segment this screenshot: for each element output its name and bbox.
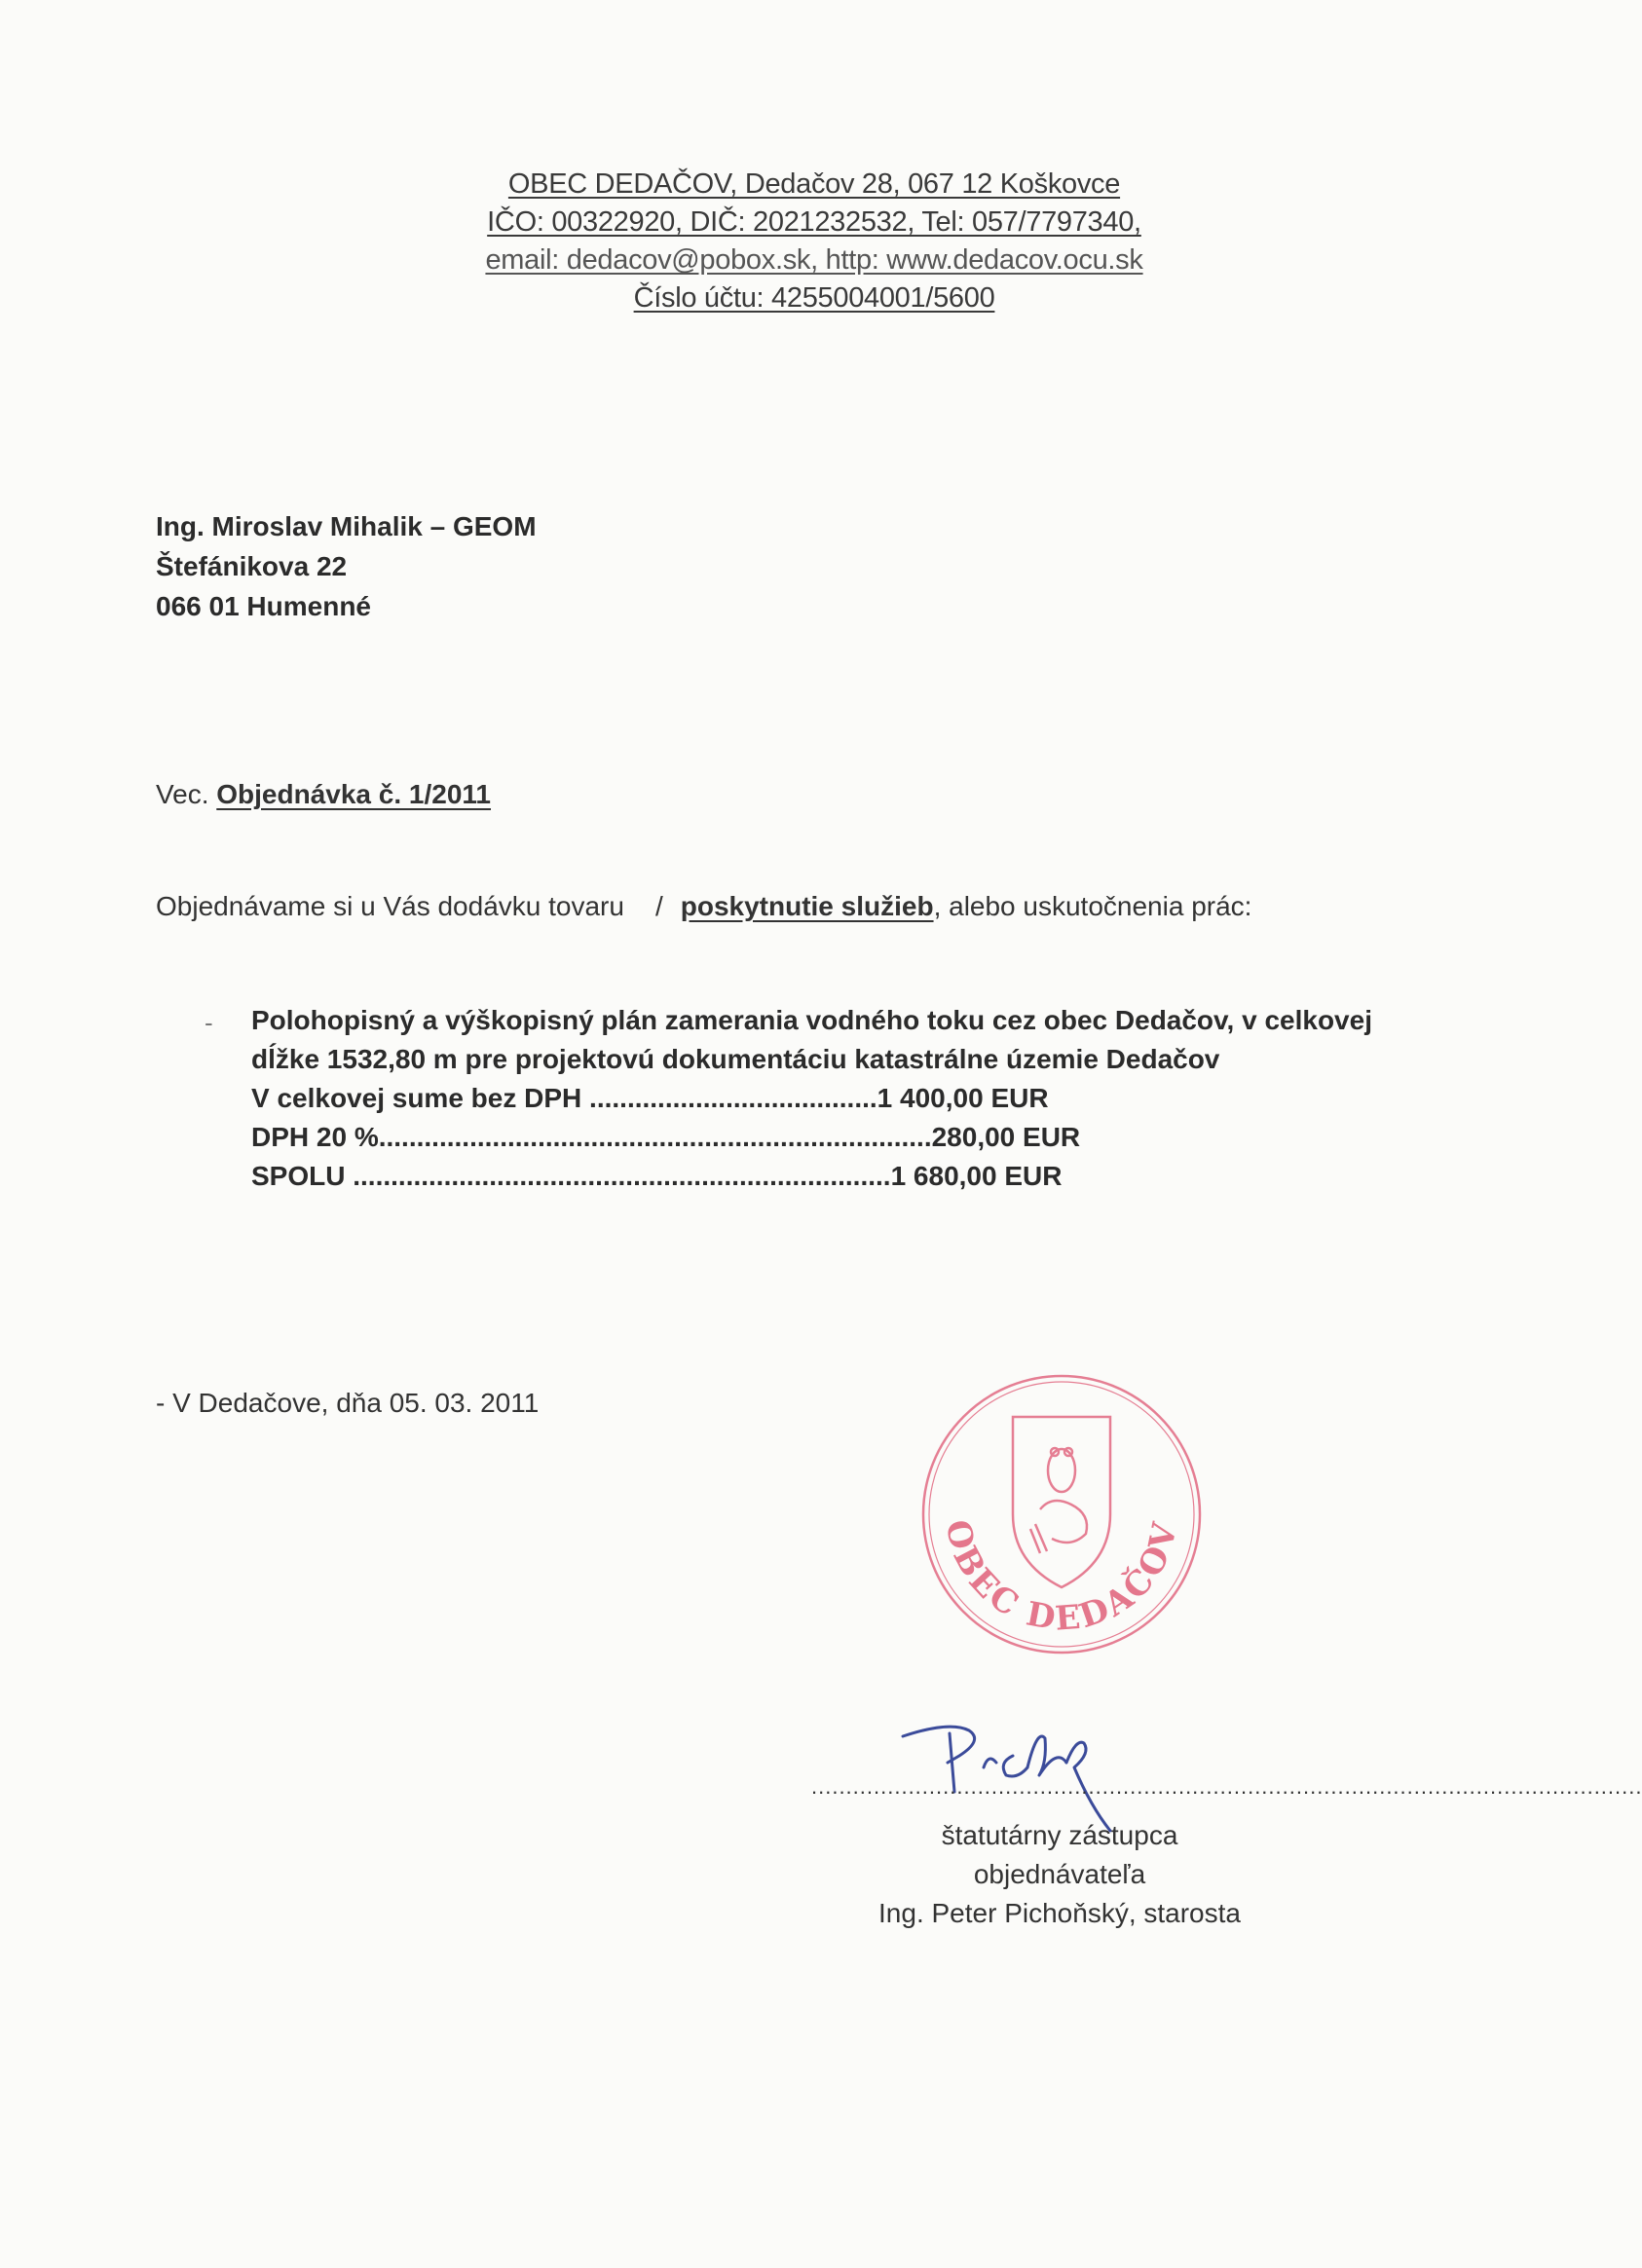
price-value: 1 400,00 EUR: [877, 1083, 1049, 1113]
item-description-line1: Polohopisný a výškopisný plán zamerania vodného toku cez obec Dedačov, v celkovej: [251, 1005, 1372, 1035]
price-leader: .......................................................................: [353, 1161, 891, 1191]
price-row: [251, 1118, 1372, 1157]
subject-prefix: Vec.: [156, 779, 209, 809]
order-separator: /: [654, 891, 663, 921]
stamp-text: OBEC DEDAČOV: [937, 1516, 1186, 1639]
price-leader: ......................................: [589, 1083, 877, 1113]
price-label: V celkovej sume bez DPH: [251, 1083, 590, 1113]
price-leader: .........................................................................: [378, 1122, 932, 1152]
order-text-end: , alebo uskutočnenia prác:: [933, 891, 1252, 921]
letterhead-address: OBEC DEDAČOV, Dedačov 28, 067 12 Koškovce: [507, 168, 1121, 200]
order-intro: [156, 891, 1251, 922]
letterhead-contact: email: dedacov@pobox.sk, http: www.dedacov.ocu.sk: [485, 244, 1143, 276]
price-row: [251, 1157, 1372, 1196]
price-value: 1 680,00 EUR: [890, 1161, 1063, 1191]
order-text-start: Objednávame si u Vás dodávku tovaru: [156, 891, 624, 921]
signature-line: ........................................................................................................................: [811, 1774, 1642, 1799]
recipient-city: 066 01 Humenné: [156, 591, 371, 621]
letterhead-account: Číslo účtu: 4255004001/5600: [633, 282, 995, 314]
recipient-address: [156, 506, 537, 626]
subject-title: Objednávka č. 1/2011: [216, 779, 492, 809]
item-bullet: -: [205, 1008, 213, 1037]
signatory-block: [855, 1816, 1264, 1933]
signatory-role: štatutárny zástupca objednávateľa: [941, 1820, 1178, 1889]
municipal-stamp: [915, 1368, 1208, 1660]
price-row: [251, 1079, 1372, 1118]
place-and-date: - V Dedačove, dňa 05. 03. 2011: [156, 1388, 540, 1418]
price-value: 280,00 EUR: [931, 1122, 1081, 1152]
recipient-name: Ing. Miroslav Mihalik – GEOM: [156, 511, 537, 541]
price-label: SPOLU: [251, 1161, 354, 1191]
letterhead: [0, 166, 1628, 317]
price-label: DPH 20 %: [251, 1122, 379, 1152]
recipient-street: Štefánikova 22: [156, 551, 348, 581]
item-description-line2: dĺžke 1532,80 m pre projektovú dokumentáciu katastrálne územie Dedačov: [251, 1044, 1220, 1074]
order-item: [251, 1001, 1372, 1196]
order-service-highlight: poskytnutie služieb: [680, 891, 934, 921]
signatory-name: Ing. Peter Pichoňský, starosta: [878, 1898, 1241, 1928]
subject-line: [156, 779, 491, 810]
letterhead-ids: IČO: 00322920, DIČ: 2021232532, Tel: 057/7797340,: [487, 206, 1141, 238]
